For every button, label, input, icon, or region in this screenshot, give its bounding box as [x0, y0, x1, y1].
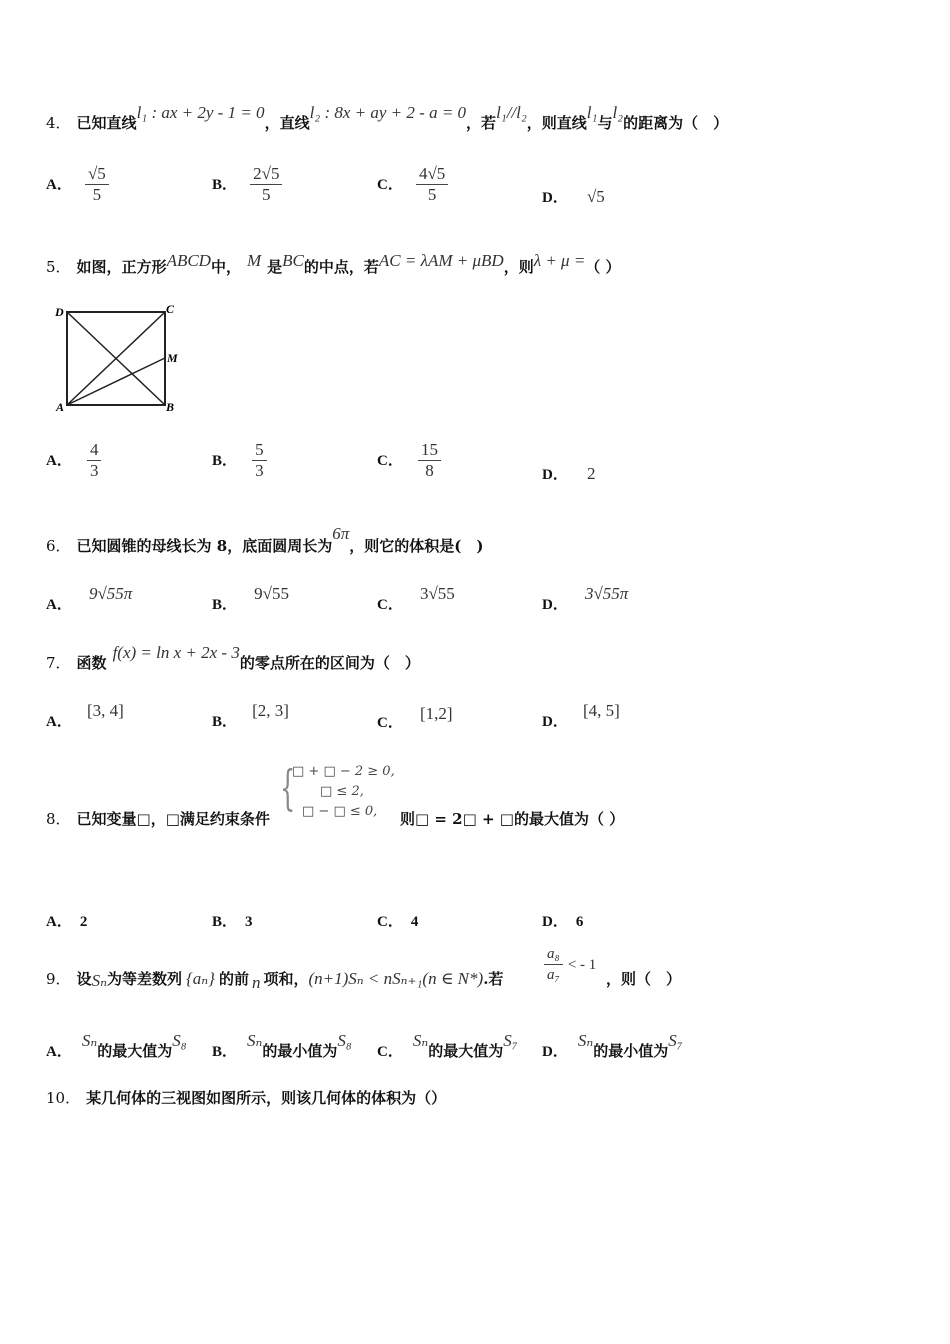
constraint-system: { □ + □ − 2 ≥ 0, □ ≤ 2, □ − □ ≤ 0, — [280, 760, 395, 819]
question-4: 4． 已知直线l₁ : ax + 2y - 1 = 0，直线l₂ : 8x + ay + 2 - a = 0，若l₁//l₂，则直线l₁与l₂的距离为（ ） — [46, 103, 729, 132]
q9-option-d[interactable]: D．Sₙ的最小值为S₇ — [542, 1031, 683, 1060]
q4-option-d[interactable]: D． √5 — [542, 187, 605, 206]
function-expression: f(x) = ln x + 2x - 3 — [112, 643, 240, 662]
question-number: 4． — [46, 114, 71, 132]
fraction: $\frac{4√5}{5}$ — [416, 164, 448, 205]
line-l1-equation: l₁ : ax + 2y - 1 = 0 — [136, 103, 265, 122]
vertex-d: D — [55, 305, 64, 319]
q6-option-c[interactable]: C． 3√55 — [377, 584, 455, 613]
q8-option-d[interactable]: D． 6 — [542, 914, 584, 930]
fraction: $\frac{5}{3}$ — [252, 440, 267, 481]
q4-option-a[interactable]: A． $\frac{√5}{5}$ — [46, 164, 109, 205]
q6-option-b[interactable]: B． 9√55 — [212, 584, 289, 613]
q4-option-b[interactable]: B． $\frac{2√5}{5}$ — [212, 164, 282, 205]
question-9: 9． 设Sₙ为等差数列 {aₙ} 的前 n 项和，(n+1)Sₙ < nSₙ₊₁(n ∈ N*).若 — [46, 969, 504, 992]
question-10: 10． 某几何体的三视图如图所示，则该几何体的体积为（） — [46, 1089, 447, 1107]
fraction: $\frac{4}{3}$ — [87, 440, 102, 481]
vertex-a: A — [56, 400, 65, 414]
q7-option-c[interactable]: C． [1,2] — [377, 704, 453, 731]
question-number: 9． — [46, 970, 71, 988]
segment-am — [67, 358, 165, 405]
q8-option-b[interactable]: B． 3 — [212, 914, 253, 930]
q8-option-a[interactable]: A． 2 — [46, 914, 88, 930]
square-figure — [52, 300, 187, 415]
vertex-m: M — [167, 351, 178, 365]
line-l2-equation: l₂ : 8x + ay + 2 - a = 0 — [309, 103, 467, 122]
q5-option-c[interactable]: C． $\frac{15}{8}$ — [377, 440, 441, 481]
question-number: 7． — [46, 654, 71, 672]
question-number: 6． — [46, 537, 71, 555]
q5-option-b[interactable]: B． $\frac{5}{3}$ — [212, 440, 267, 481]
q9-option-b[interactable]: B．Sₙ的最小值为S₈ — [212, 1031, 352, 1060]
question-8-stem: 8． 已知变量□，□满足约束条件 — [46, 810, 270, 828]
question-9-tail: ，则（ ） — [606, 970, 682, 988]
question-6: 6． 已知圆锥的母线长为 8，底面圆周长为6π，则它的体积是( ) — [46, 524, 484, 555]
fraction: $\frac{2√5}{5}$ — [250, 164, 282, 205]
question-8-tail: 则□ = 2□ + □的最大值为（ ） — [400, 810, 625, 828]
q7-option-b[interactable]: B． [2, 3] — [212, 701, 289, 730]
q8-option-c[interactable]: C． 4 — [377, 914, 419, 930]
inequality: (n+1)Sₙ < nSₙ₊₁(n ∈ N*) — [308, 969, 484, 988]
q5-option-a[interactable]: A． $\frac{4}{3}$ — [46, 440, 101, 481]
question-number: 10． — [46, 1089, 81, 1107]
left-brace: { — [280, 760, 296, 816]
q7-option-a[interactable]: A． [3, 4] — [46, 701, 124, 730]
vertex-b: B — [166, 400, 175, 414]
question-number: 5． — [46, 258, 71, 276]
fraction: $\frac{15}{8}$ — [418, 440, 441, 481]
q9-option-c[interactable]: C．Sₙ的最大值为S₇ — [377, 1031, 518, 1060]
q7-option-d[interactable]: D． [4, 5] — [542, 701, 620, 730]
q6-option-d[interactable]: D． 3√55π — [542, 584, 629, 613]
q4-option-c[interactable]: C． $\frac{4√5}{5}$ — [377, 164, 448, 205]
fraction: $\frac{√5}{5}$ — [85, 164, 109, 205]
question-number: 8． — [46, 810, 71, 828]
ratio-fraction: $\frac{\text{a₈}}{\text{a₇}}$ < - 1 — [544, 944, 596, 985]
question-7: 7． 函数f(x) = ln x + 2x - 3的零点所在的区间为（ ） — [46, 643, 420, 672]
vertex-c: C — [166, 302, 175, 316]
q6-option-a[interactable]: A． 9√55π — [46, 584, 133, 613]
q5-option-d[interactable]: D． 2 — [542, 464, 596, 483]
vector-equation: AC = λAM + μBD — [378, 251, 504, 270]
q9-option-a[interactable]: A．Sₙ的最大值为S₈ — [46, 1031, 187, 1060]
question-5: 5． 如图，正方形ABCD中， M 是BC的中点，若AC = λAM + μBD，则λ + μ =（ ） — [46, 251, 621, 276]
